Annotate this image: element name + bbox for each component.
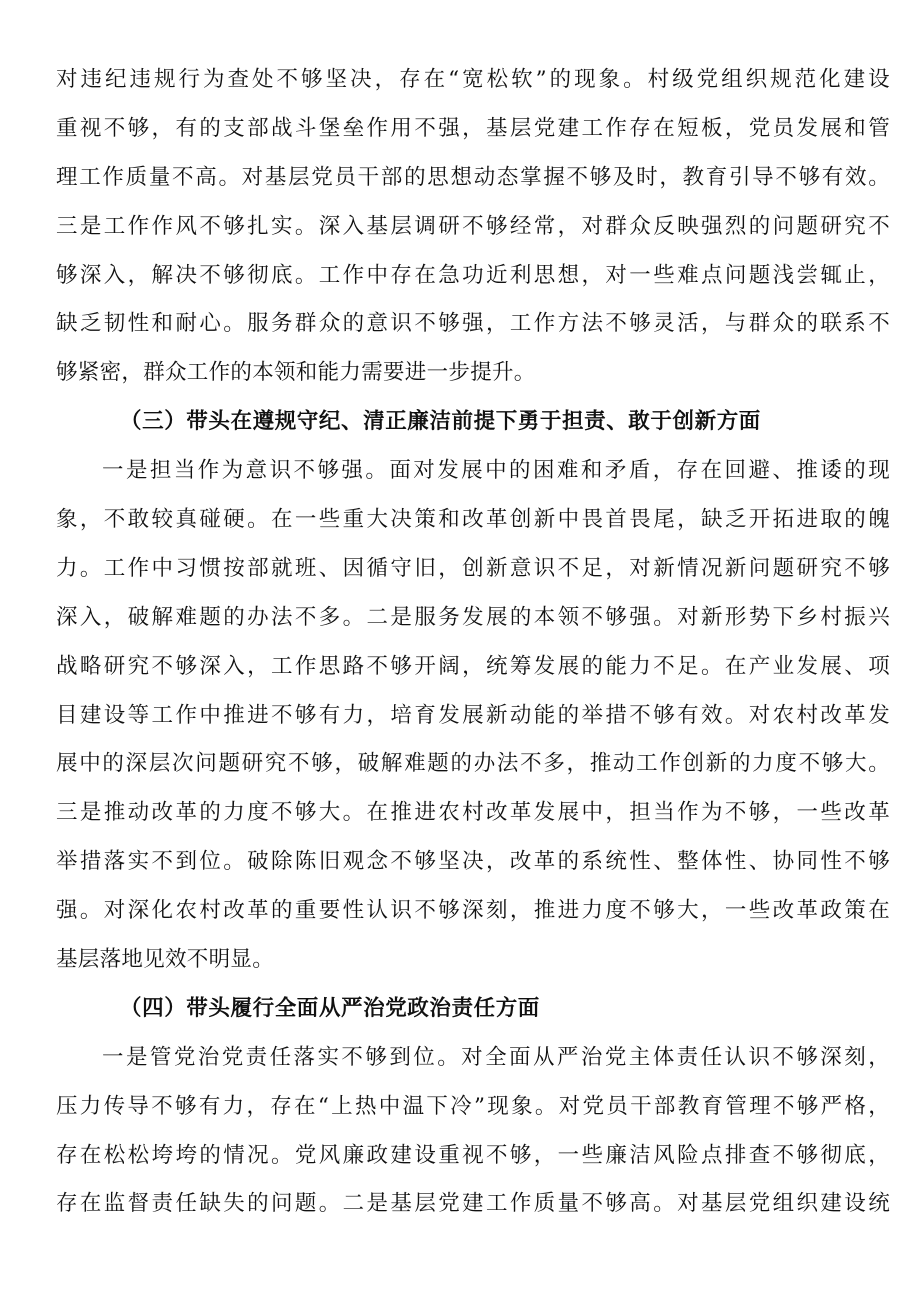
body-text-line: 一是担当作为意识不够强。面对发展中的困难和矛盾，存在回避、推诿的现 xyxy=(102,458,890,484)
body-text-line: 三是推动改革的力度不够大。在推进农村改革发展中，担当作为不够，一些改革 xyxy=(56,800,890,826)
body-text-line: 重视不够，有的支部战斗堡垒作用不强，基层党建工作存在短板，党员发展和管 xyxy=(56,115,890,141)
section-heading: （四）带头履行全面从严治党政治责任方面 xyxy=(120,995,540,1021)
body-text-line: 深入，破解难题的办法不多。二是服务发展的本领不够强。对新形势下乡村振兴 xyxy=(56,604,890,630)
body-text-line: 够深入，解决不够彻底。工作中存在急功近利思想，对一些难点问题浅尝辄止， xyxy=(56,262,890,288)
body-text-line: 存在松松垮垮的情况。党风廉政建设重视不够，一些廉洁风险点排查不够彻底， xyxy=(56,1142,890,1168)
body-text-line: 战略研究不够深入，工作思路不够开阔，统筹发展的能力不足。在产业发展、项 xyxy=(56,653,890,679)
body-text-line: 力。工作中习惯按部就班、因循守旧，创新意识不足，对新情况新问题研究不够 xyxy=(56,555,890,581)
body-text-line: 够紧密，群众工作的本领和能力需要进一步提升。 xyxy=(56,360,536,386)
body-text-line: 强。对深化农村改革的重要性认识不够深刻，推进力度不够大，一些改革政策在 xyxy=(56,898,890,924)
body-text-line: 存在监督责任缺失的问题。二是基层党建工作质量不够高。对基层党组织建设统 xyxy=(56,1191,890,1217)
body-text-line: 展中的深层次问题研究不够，破解难题的办法不多，推动工作创新的力度不够大。 xyxy=(56,751,890,777)
body-text-line: 目建设等工作中推进不够有力，培育发展新动能的举措不够有效。对农村改革发 xyxy=(56,702,890,728)
body-text-line: 三是工作作风不够扎实。深入基层调研不够经常，对群众反映强烈的问题研究不 xyxy=(56,213,890,239)
body-text-line: 压力传导不够有力，存在“上热中温下冷”现象。对党员干部教育管理不够严格， xyxy=(56,1093,890,1119)
body-text-line: 理工作质量不高。对基层党员干部的思想动态掌握不够及时，教育引导不够有效。 xyxy=(56,164,890,190)
body-text-line: 对违纪违规行为查处不够坚决，存在“宽松软”的现象。村级党组织规范化建设 xyxy=(56,67,890,92)
body-text-line: 象，不敢较真碰硬。在一些重大决策和改革创新中畏首畏尾，缺乏开拓进取的魄 xyxy=(56,507,890,533)
body-text-line: 一是管党治党责任落实不够到位。对全面从严治党主体责任认识不够深刻， xyxy=(102,1044,890,1070)
body-text-line: 缺乏韧性和耐心。服务群众的意识不够强，工作方法不够灵活，与群众的联系不 xyxy=(56,311,890,337)
section-heading: （三）带头在遵规守纪、清正廉洁前提下勇于担责、敢于创新方面 xyxy=(120,409,761,435)
body-text-line: 举措落实不到位。破除陈旧观念不够坚决，改革的系统性、整体性、协同性不够 xyxy=(56,849,890,875)
body-text-line: 基层落地见效不明显。 xyxy=(56,947,275,973)
